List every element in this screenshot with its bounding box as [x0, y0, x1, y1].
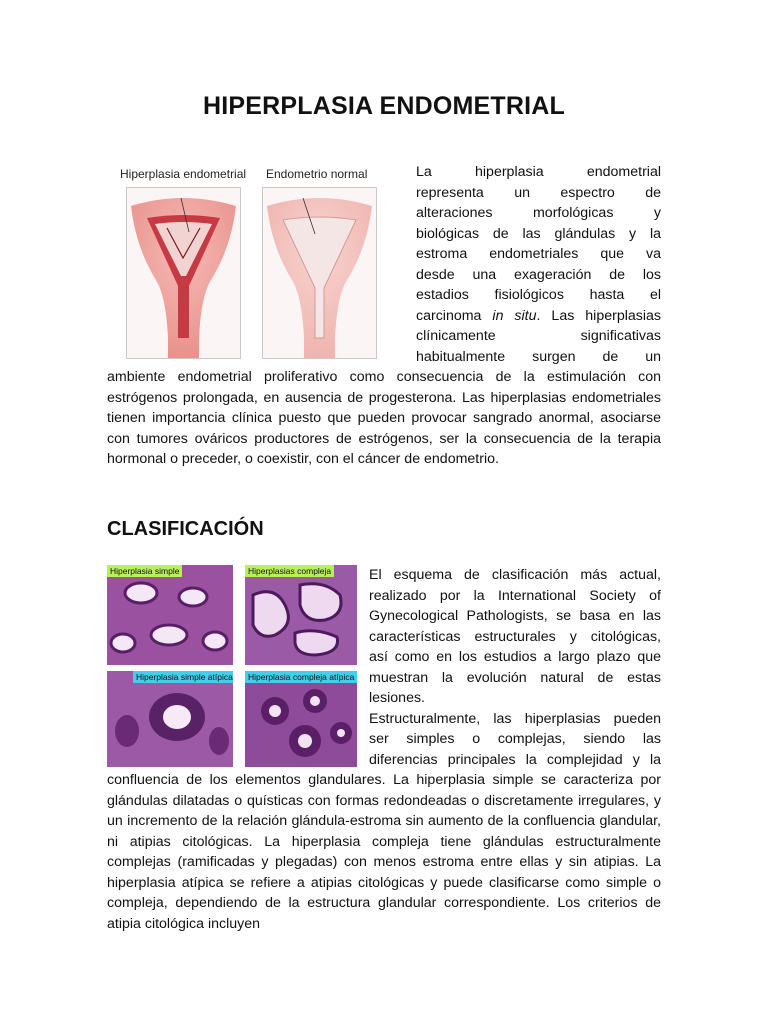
text-line: lesiones. [369, 690, 425, 706]
figure-caption-normal: Endometrio normal [266, 167, 368, 181]
intro-paragraph-continuation: ambiente endometrial proliferativo como consecuencia de la estimulación con estrógenos prolongada, en ausencia de progesterona. Las hiperplasias endometriales tienen importancia clínica puesto que pueden provocar sangrado anormal, asociarse con tumores ováricos productores de estrógenos, ser la consecuencia de la terapia hormonal o preceder, o coexistir, con el cáncer de endometrio. [107, 369, 661, 467]
histology-label-complex: Hiperplasias compleja [245, 565, 334, 577]
normal-uterus-illustration [262, 187, 377, 359]
text-line: Gynecological Pathologists, se basa en las [369, 608, 661, 624]
text-line: estroma endometriales que va [416, 246, 661, 262]
text-line: estadios fisiológicos hasta el [416, 287, 661, 303]
classification-wrapped-text [369, 565, 661, 770]
hyperplasia-uterus-illustration [126, 187, 241, 359]
text-line: La hiperplasia endometrial [416, 164, 661, 180]
text-line: muestran la evolución natural de estas [369, 669, 661, 686]
text-line: diferencias principales la complejidad y la [369, 751, 661, 768]
histology-figure [107, 565, 357, 767]
text-line [416, 306, 661, 327]
histology-simple-atypical-tile [107, 671, 233, 771]
histology-complex-tile [245, 565, 357, 665]
text-line: clínicamente significativas [416, 328, 661, 344]
text-line: El esquema de clasificación más actual, [369, 567, 661, 583]
histology-complex-atypical-tile [245, 671, 357, 771]
intro-wrapped-text [416, 162, 661, 367]
text-line: características estructurales y citológicas, [369, 628, 661, 645]
text-run: carcinoma [416, 307, 493, 324]
text-line: ser simples o complejas, siendo las [369, 731, 661, 747]
text-line: desde una exageración de los [416, 266, 661, 283]
page-title: HIPERPLASIA ENDOMETRIAL [202, 92, 566, 120]
histology-simple-tile [107, 565, 233, 665]
uterus-comparison-figure [116, 165, 380, 361]
text-line: biológicas de las glándulas y la [416, 225, 661, 242]
histology-label-simple-atypical: Hiperplasia simple atípica [133, 671, 233, 683]
text-run: . Las hiperplasias [536, 307, 661, 324]
figure-caption-hyperplasia: Hiperplasia endometrial [120, 167, 247, 181]
text-line: realizado por la International Society of [369, 587, 661, 604]
histology-label-simple: Hiperplasia simple [107, 565, 182, 577]
text-line: Estructuralmente, las hiperplasias pueden [369, 710, 661, 727]
histology-label-complex-atypical: Hiperplasia compleja atípica [245, 671, 357, 683]
in-situ-italic: in situ [492, 307, 537, 324]
text-line: representa un espectro de [416, 184, 661, 201]
text-line: así como en los estudios a largo plazo que [369, 649, 661, 665]
section-heading-clasificacion: CLASIFICACIÓN [107, 518, 264, 540]
classification-paragraph-continuation: confluencia de los elementos glandulares. La hiperplasia simple se caracteriza por glándulas dilatadas o quísticas con formas redondeadas o discretamente irregulares, y un incremento de la relación glándula-estroma sin aumento de la confluencia glandular, ni atipias citológicas. La hiperplasia compleja tiene glándulas estructuralmente complejas (ramificadas y plegadas) con menos estroma entre ellas y sin atipias. La hiperplasia atípica se refiere a atipias citológicas y puede clasificarse como simple o compleja, dependiendo de la estructura glandular correspondiente. Los criterios de atipia citológica incluyen [107, 772, 661, 932]
text-line: habitualmente surgen de un [416, 348, 661, 365]
text-line: alteraciones morfológicas y [416, 205, 661, 221]
